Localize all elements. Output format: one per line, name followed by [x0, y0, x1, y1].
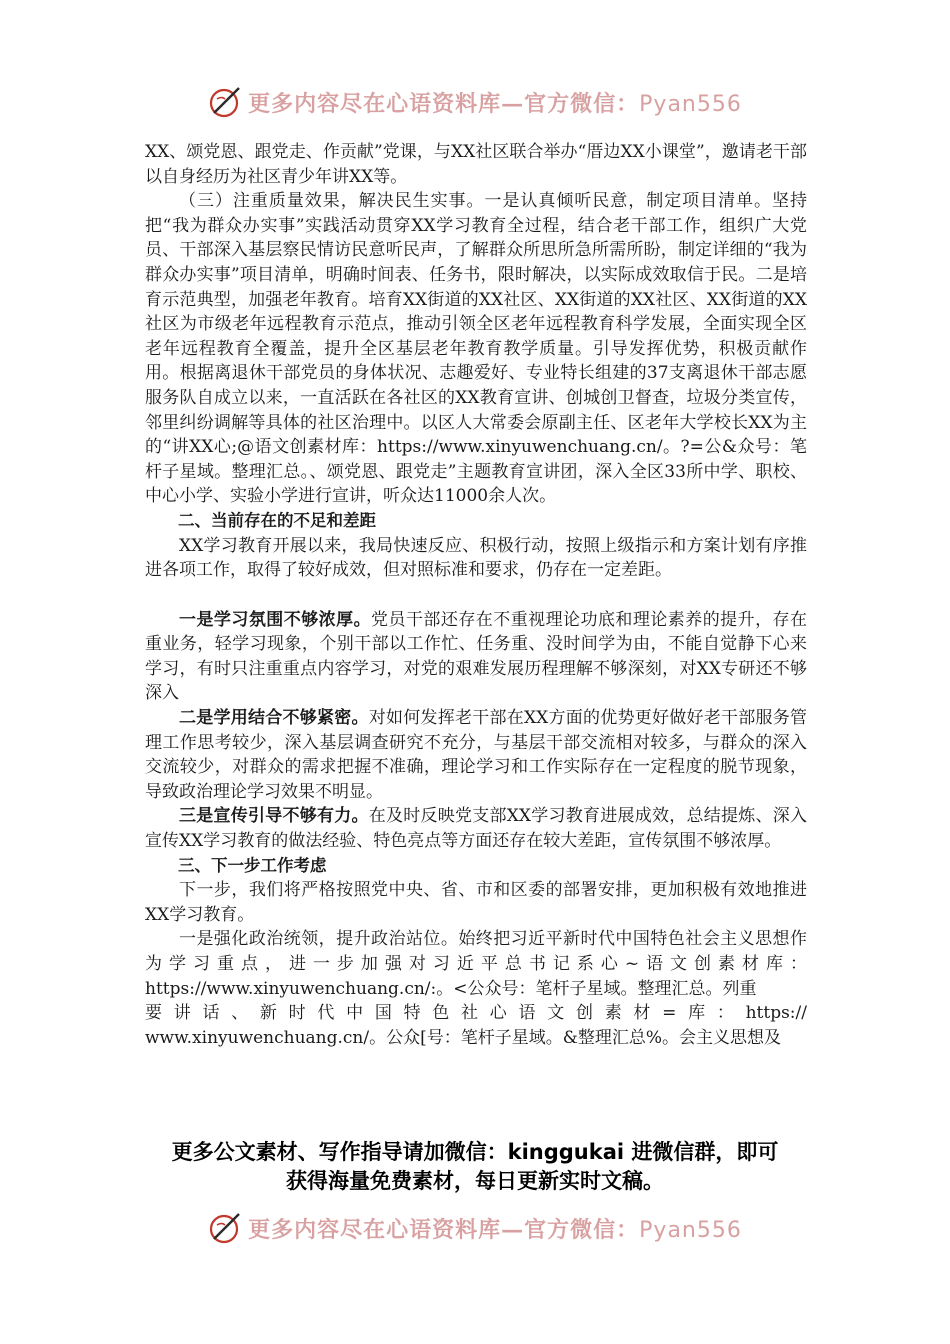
- section-heading-3: 三、下一步工作考虑: [178, 855, 327, 875]
- paragraph-6-lead: 三是宣传引导不够有力。: [179, 806, 369, 827]
- paragraph-1: XX、颂党恩、跟党走、作贡献”党课，与XX社区联合举办“厝边XX小课堂”，邀请老干部以自身经历为社区青少年讲XX等。: [145, 142, 807, 187]
- document-body: [145, 140, 807, 1050]
- promo-notice: [80, 1138, 870, 1196]
- promo-line-2: 获得海量免费素材，每日更新实时文稿。: [286, 1169, 664, 1193]
- footer-wechat-id: Pyan556: [639, 1217, 742, 1243]
- paragraph-4-text: 党员干部还存在不重视理论功底和理论素养的提升，存在重业务，轻学习现象，个别干部以工作忙、任务重、没时间学为由，不能自觉静下心来学习，有时只注重重点内容学习，对党的艰难发展历程理解不够深刻，对XX专研还不够深入: [145, 609, 808, 704]
- paragraph-3: XX学习教育开展以来，我局快速反应、积极行动，按照上级指示和方案计划有序推进各项工作，取得了较好成效，但对照标准和要求，仍存在一定差距。: [145, 535, 807, 581]
- paragraph-7: 下一步，我们将严格按照党中央、省、市和区委的部署安排，更加积极有效地推进XX学习教育。: [145, 880, 807, 925]
- paragraph-6: [145, 804, 807, 853]
- section-heading-2: 二、当前存在的不足和差距: [178, 510, 376, 530]
- blank-line: [145, 583, 807, 608]
- header-wechat-id: Pyan556: [639, 91, 742, 117]
- footer-watermark-banner: [0, 1208, 950, 1248]
- paragraph-2: （三）注重质量效果，解决民生实事。一是认真倾听民意，制定项目清单。坚持把“我为群众办实事”实践活动贯穿XX学习教育全过程，结合老干部工作，组织广大党员、干部深入基层察民情访民意听民声，了解群众所思所急所需所盼，制定详细的“我为群众办实事”项目清单，明确时间表、任务书，限时解决，以实际成效取信于民。二是培育示范典型，加强老年教育。培育XX街道的XX社区、XX街道的XX社区、XX街道的XX社区为市级老年远程教育示范点，推动引领全区老年远程教育科学发展，全面实现全区老年远程教育全覆盖，提升全区基层老年教育教学质量。引导发挥优势，积极贡献作用。根据离退休干部党员的身体状况、志趣爱好、专业特长组建的37支离退休干部志愿服务队自成立以来，一直活跃在各社区的XX教育宣讲、创城创卫督查，垃圾分类宣传，邻里纠纷调解等具体的社区治理中。以区人大常委会原副主任、区老年大学校长XX为主的“讲XX心;@语文创素材库：https://www.xinyuwenchuang.cn/。?=公&众号：笔杆子星域。整理汇总。、颂党恩、跟党走”主题教育宣讲团，深入全区33所中学、职校、中心小学、实验小学进行宣讲，听众达11000余人次。: [145, 191, 807, 507]
- paragraph-5-lead: 二是学用结合不够紧密。: [179, 708, 369, 729]
- header-watermark-text: 更多内容尽在心语资料库—官方微信：Pyan556: [248, 90, 742, 117]
- footer-watermark-text: 更多内容尽在心语资料库—官方微信：Pyan556: [248, 1216, 742, 1243]
- paragraph-4: [145, 608, 807, 706]
- promo-line-1: 更多公文素材、写作指导请加微信：kinggukai 进微信群，即可: [171, 1140, 779, 1164]
- paragraph-8-tail: www.xinyuwenchuang.cn/。公众[号：笔杆子星域。&整理汇总%。会主义思想及: [145, 1027, 782, 1048]
- paragraph-8-line: 要讲话、新时代中国特色社心语文创素材=库：https://: [145, 1003, 807, 1024]
- quill-logo-icon: [208, 1211, 242, 1245]
- paragraph-8: 一是强化政治统领，提升政治站位。始终把习近平新时代中国特色社会主义思想作为学习重点，进一步加强对习近平总书记系心~语文创素材库：https://www.xinyuwenchuang.cn/:。<公众号：笔杆子星域。整理汇总。列重: [145, 929, 807, 999]
- paragraph-6-text: 在及时反映党支部XX学习教育进展成效，总结提炼、深入宣传XX学习教育的做法经验、特色亮点等方面还存在较大差距，宣传氛围不够浓厚。: [145, 806, 807, 852]
- quill-logo-icon: [208, 85, 242, 119]
- paragraph-4-lead: 一是学习氛围不够浓厚。: [179, 609, 372, 630]
- paragraph-5-text: 对如何发挥老干部在XX方面的优势更好做好老干部服务管理工作思考较少，深入基层调查研究不充分，与基层干部交流相对较多，与群众的深入交流较少，对群众的需求把握不准确，理论学习和工作实际存在一定程度的脱节现象，导致政治理论学习效果不明显。: [145, 708, 807, 802]
- header-watermark-banner: [0, 82, 950, 122]
- paragraph-5: [145, 706, 807, 804]
